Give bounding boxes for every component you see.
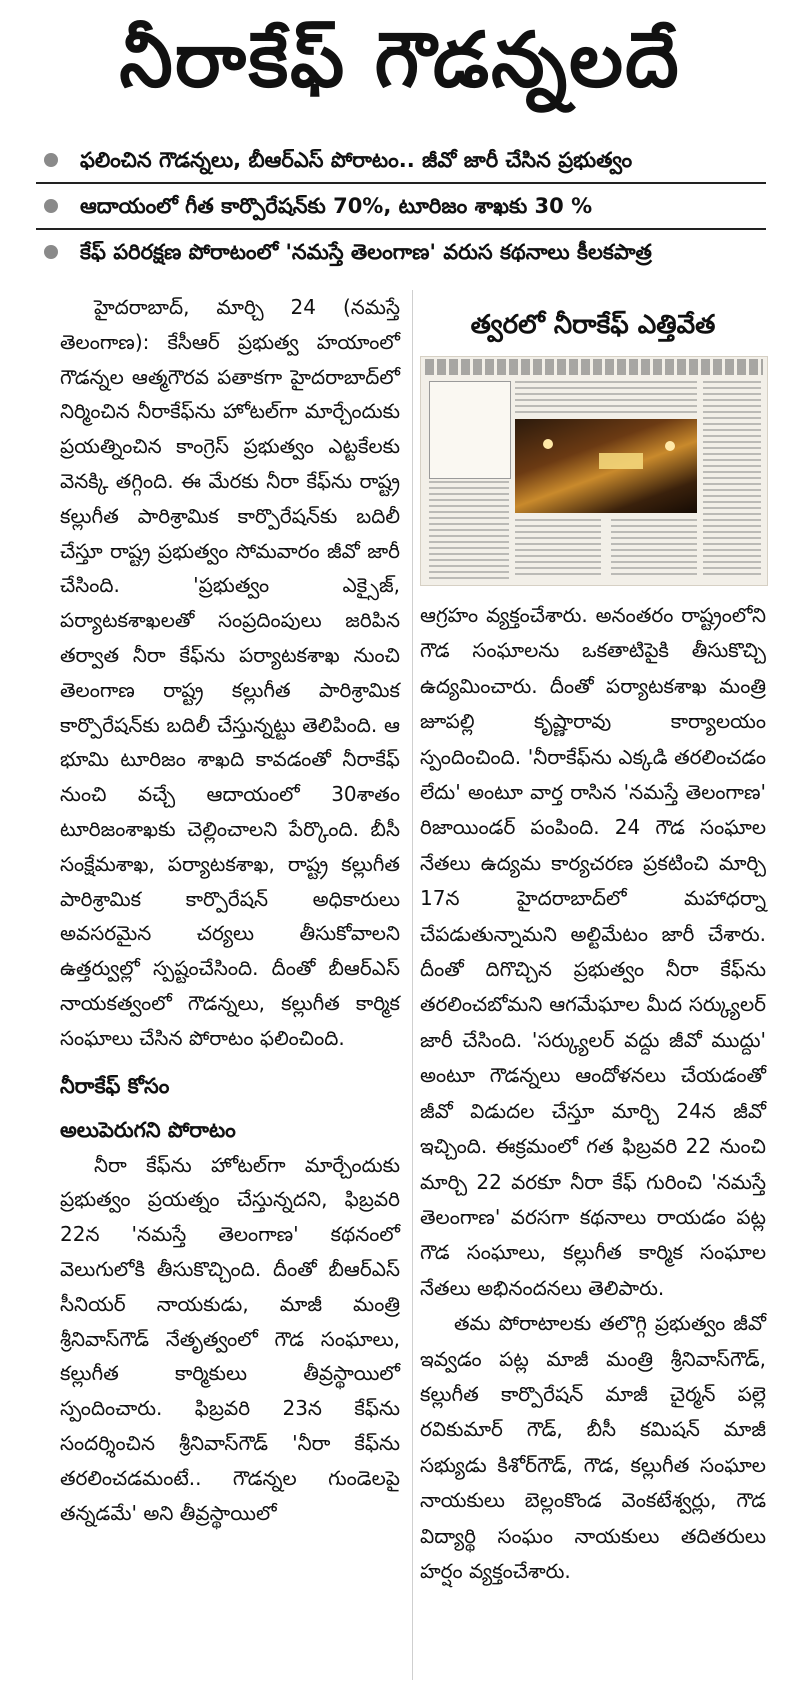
lamp-glow xyxy=(665,441,675,451)
inset-text-column xyxy=(515,381,697,415)
inset-text-column xyxy=(515,519,601,579)
body-paragraph: తమ పోరాటాలకు తలొగ్గి ప్రభుత్వం జీవో ఇవ్వడం పట్ల మాజీ మంత్రి శ్రీనివాస్‌గౌడ్, కల్లుగీత కార్పొరేషన్ మాజీ చైర్మన్ పల్లె రవికుమార్ గౌడ్, బీసీ కమిషన్ మాజీ సభ్యుడు కిశోర్‌గౌడ్, గౌడ, కల్లుగీత సంఘాల నాయకులు బెల్లంకొండ వెంకటేశ్వర్లు, గౌడ విద్యార్థి సంఘం నాయకులు తదితరులు హర్షం వ్యక్తంచేశారు. xyxy=(420,1311,766,1583)
highlight-bullet xyxy=(36,184,766,230)
inset-text-column xyxy=(611,519,697,579)
column-divider xyxy=(412,290,413,1680)
highlight-bullet xyxy=(36,138,766,184)
inset-text-column xyxy=(429,481,509,579)
highlight-text: ఫలించిన గౌడన్నలు, బీఆర్‌ఎస్ పోరాటం.. జీవో జారీ చేసిన ప్రభుత్వం xyxy=(80,148,633,172)
bullet-dot-icon xyxy=(44,199,58,213)
inset-mini-headline xyxy=(425,359,763,375)
highlight-text: ఆదాయంలో గీత కార్పొరేషన్‌కు 70%, టూరిజం శాఖకు 30 % xyxy=(80,194,593,218)
bullet-dot-icon xyxy=(44,245,58,259)
inset-text-column xyxy=(703,381,761,579)
cafe-photo xyxy=(515,419,697,513)
subheading: అలుపెరుగని పోరాటం xyxy=(60,1117,236,1142)
highlight-text: కేఫ్ పరిరక్షణ పోరాటంలో 'నమస్తే తెలంగాణ' వరుస కథనాలు కీలకపాత్ర xyxy=(80,240,652,264)
inset-clipping-image xyxy=(420,356,768,586)
subheading: నీరాకేఫ్ కోసం xyxy=(60,1073,170,1098)
right-column xyxy=(420,598,766,1589)
lamp-glow xyxy=(543,439,553,449)
inset-sidebar-box xyxy=(429,381,511,479)
bullet-dot-icon xyxy=(44,153,58,167)
left-column xyxy=(60,290,400,1530)
highlight-bullets xyxy=(36,138,766,274)
article-headline: నీరాకేఫ్ గౌడన్నలదే xyxy=(119,15,681,104)
inset-clipping-title: త్వరలో నీరాకేఫ్ ఎత్తివేత xyxy=(470,310,716,340)
cafe-sign xyxy=(599,453,643,469)
body-paragraph: ఆగ్రహం వ్యక్తంచేశారు. అనంతరం రాష్ట్రంలోని గౌడ సంఘాలను ఒకతాటిపైకి తీసుకొచ్చి ఉద్యమించారు. దీంతో పర్యాటకశాఖ మంత్రి జూపల్లి కృష్ణారావు కార్యాలయం స్పందించింది. 'నీరాకేఫ్‌ను ఎక్కడి తరలించడం లేదు' అంటూ వార్త రాసిన 'నమస్తే తెలంగాణ' రిజాయిండర్ పంపింది. 24 గౌడ సంఘాల నేతలు ఉద్యమ కార్యచరణ ప్రకటించి మార్చి 17న హైదరాబాద్‌లో మహాధర్నా చేపడుతున్నామని అల్టిమేటం జారీ చేశారు. దీంతో దిగొచ్చిన ప్రభుత్వం నీరా కేఫ్‌ను తరలించబోమని ఆగమేఘాల మీద సర్క్యులర్ జారీ చేసింది. 'సర్క్యులర్ వద్దు జీవో ముద్దు' అంటూ గౌడన్నలు ఆందోళనలు చేయడంతో జీవో విడుదల చేస్తూ మార్చి 24న జీవో ఇచ్చింది. ఈక్రమంలో గత ఫిబ్రవరి 22 నుంచి మార్చి 22 వరకూ నీరా కేఫ్ గురించి 'నమస్తే తెలంగాణ' వరసగా కథనాలు రాయడం పట్ల గౌడ సంఘాలు, కల్లుగీత కార్మిక సంఘాల నేతలు అభినందనలు తెలిపారు. xyxy=(420,603,766,1300)
lead-paragraph: హైదరాబాద్, మార్చి 24 (నమస్తే తెలంగాణ): కేసీఆర్ ప్రభుత్వ హయాంలో గౌడన్నల ఆత్మగౌరవ పతాకగా హైదరాబాద్‌లో నిర్మించిన నీరాకేఫ్‌ను హోటల్‌గా మార్చేందుకు ప్రయత్నించిన కాంగ్రెస్ ప్రభుత్వం ఎట్టకేలకు వెనక్కి తగ్గింది. ఈ మేరకు నీరా కేఫ్‌ను రాష్ట్ర కల్లుగీత పారిశ్రామిక కార్పొరేషన్‌కు బదిలీ చేస్తూ రాష్ట్ర ప్రభుత్వం సోమవారం జీవో జారీ చేసింది. 'ప్రభుత్వం ఎక్సైజ్, పర్యాటకశాఖలతో సంప్రదింపులు జరిపిన తర్వాత నీరా కేఫ్‌ను పర్యాటకశాఖ నుంచి తెలంగాణ రాష్ట్ర కల్లుగీత పారిశ్రామిక కార్పొరేషన్‌కు బదిలీ చేస్తున్నట్టు తెలిపింది. ఆ భూమి టూరిజం శాఖది కావడంతో నీరాకేఫ్ నుంచి వచ్చే ఆదాయంలో 30శాతం టూరిజంశాఖకు చెల్లించాలని పేర్కొంది. బీసీ సంక్షేమశాఖ, పర్యాటకశాఖ, రాష్ట్ర కల్లుగీత పారిశ్రామిక కార్పొరేషన్ అధికారులు అవసరమైన చర్యలు తీసుకోవాలని ఉత్తర్వుల్లో స్పష్టంచేసింది. దీంతో బీఆర్‌ఎస్ నాయకత్వంలో గౌడన్నలు, కల్లుగీత కార్మిక సంఘాలు చేసిన పోరాటం ఫలించింది. xyxy=(60,295,400,1050)
highlight-bullet xyxy=(36,230,766,274)
body-paragraph: నీరా కేఫ్‌ను హోటల్‌గా మార్చేందుకు ప్రభుత్వం ప్రయత్నం చేస్తున్నదని, ఫిబ్రవరి 22న 'నమస్తే తెలంగాణ' కథనంలో వెలుగులోకి తీసుకొచ్చింది. దీంతో బీఆర్‌ఎస్ సీనియర్ నాయకుడు, మాజీ మంత్రి శ్రీనివాస్‌గౌడ్ నేతృత్వంలో గౌడ సంఘాలు, కల్లుగీత కార్మికులు తీవ్రస్థాయిలో స్పందించారు. ఫిబ్రవరి 23న కేఫ్‌ను సందర్శించిన శ్రీనివాస్‌గౌడ్ 'నీరా కేఫ్‌ను తరలించడమంటే.. గౌడన్నల గుండెలపై తన్నడమే' అని తీవ్రస్థాయిలో xyxy=(60,1152,400,1525)
